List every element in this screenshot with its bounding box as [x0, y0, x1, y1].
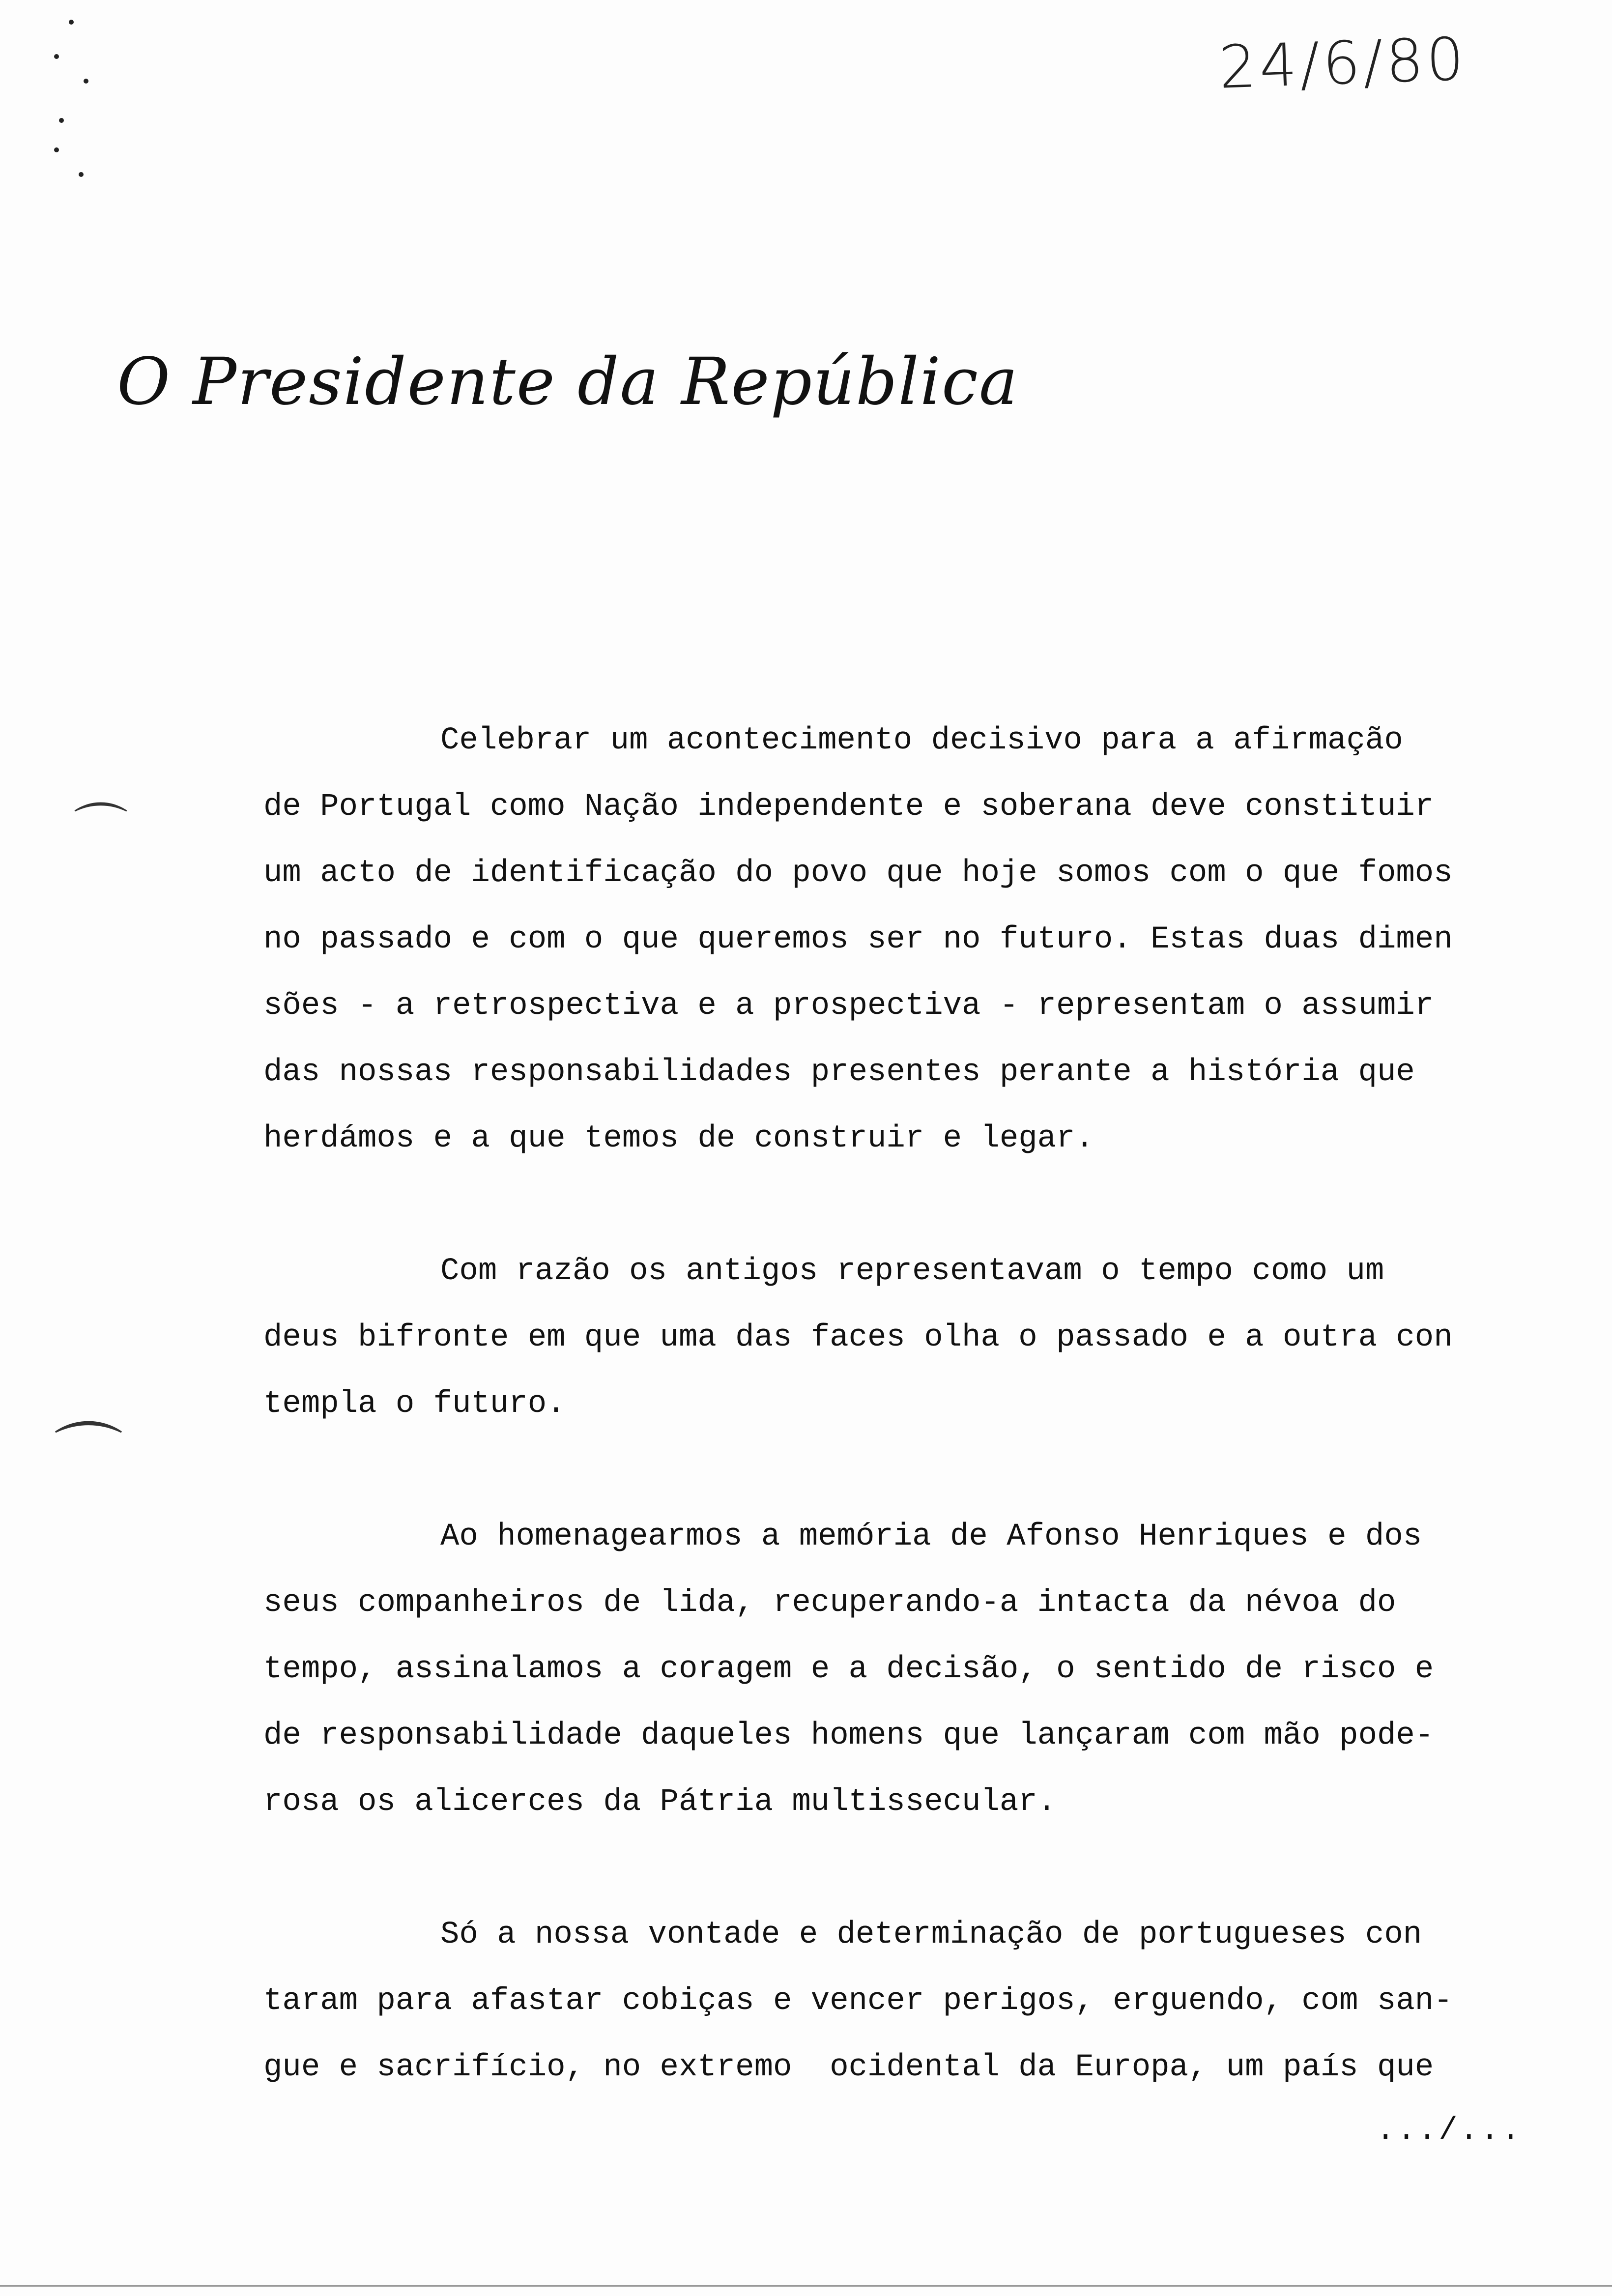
text-line: sões - a retrospectiva e a prospectiva - representam o assumir: [263, 988, 1434, 1024]
text-line: rosa os alicerces da Pátria multissecular.: [263, 1784, 1057, 1820]
text-line: de responsabilidade daqueles homens que lançaram com mão pode-: [263, 1718, 1434, 1753]
text-line: herdámos e a que temos de construir e legar.: [263, 1121, 1094, 1156]
text-line: Ao homenagearmos a memória de Afonso Henriques e dos: [440, 1519, 1422, 1554]
text-line: das nossas responsabilidades presentes perante a história que: [263, 1055, 1415, 1090]
handwritten-date-note: 24/6/80: [1217, 25, 1468, 102]
text-line: Com razão os antigos representavam o tempo como um: [440, 1254, 1384, 1289]
text-line: tempo, assinalamos a coragem e a decisão, o sentido de risco e: [263, 1652, 1434, 1687]
text-line: no passado e com o que queremos ser no futuro. Estas duas dimen: [263, 922, 1453, 957]
paragraph-1: [263, 708, 1522, 1172]
paragraph-4: [263, 1902, 1522, 2101]
margin-mark-icon: ⌒: [74, 798, 128, 861]
margin-mark-icon: ⌒: [54, 1416, 123, 1496]
paragraph-2: [263, 1238, 1522, 1437]
letter-body: [263, 708, 1522, 2167]
continuation-mark: .../...: [1376, 2113, 1522, 2149]
text-line: de Portugal como Nação independente e soberana deve constituir: [263, 789, 1434, 825]
text-line: seus companheiros de lida, recuperando-a intacta da névoa do: [263, 1585, 1396, 1621]
text-line: Celebrar um acontecimento decisivo para a afirmação: [440, 723, 1403, 758]
text-line: deus bifronte em que uma das faces olha o passado e a outra con: [263, 1320, 1453, 1355]
paragraph-3: [263, 1504, 1522, 1836]
page-edge-rule: [0, 2285, 1612, 2287]
text-line: templa o futuro.: [263, 1386, 566, 1422]
text-line: Só a nossa vontade e determinação de portugueses con: [440, 1917, 1422, 1952]
text-line: taram para afastar cobiças e vencer perigos, erguendo, com san-: [263, 1983, 1453, 2019]
text-line: um acto de identificação do povo que hoje somos com o que fomos: [263, 856, 1453, 891]
text-line: gue e sacrifício, no extremo ocidental da Europa, um país que: [263, 2050, 1434, 2085]
letterhead: O Presidente da República: [117, 344, 1019, 420]
margin-dots: [49, 15, 108, 192]
